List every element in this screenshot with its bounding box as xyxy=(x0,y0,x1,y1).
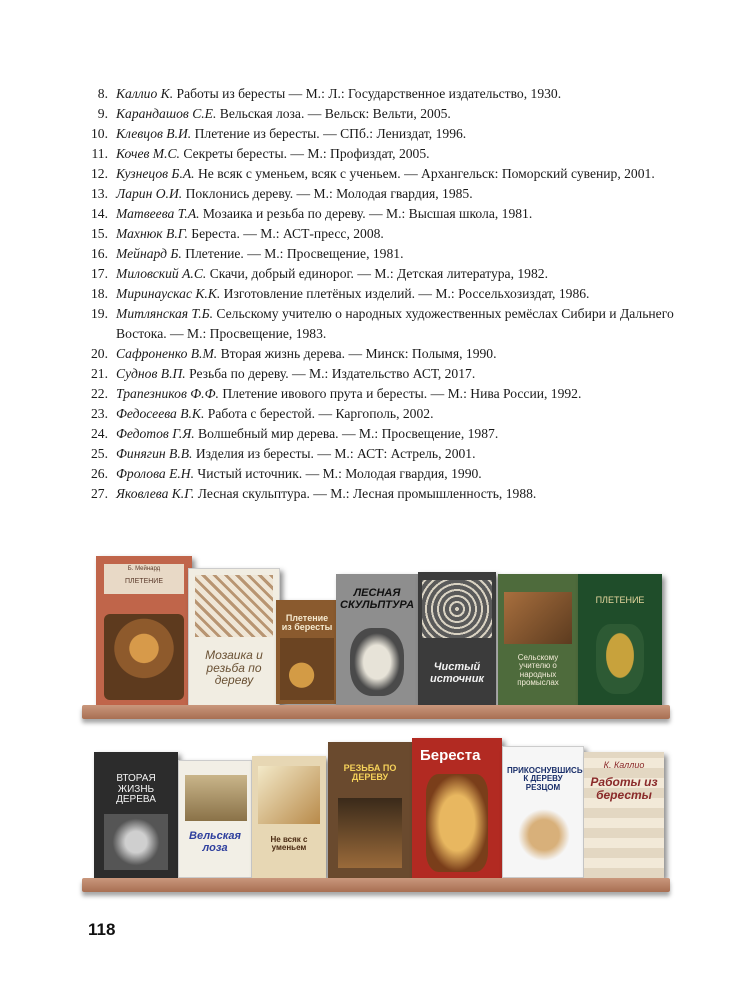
reference-item xyxy=(0,84,750,104)
reference-item xyxy=(0,404,750,424)
reference-item xyxy=(0,184,750,204)
reference-text: Плетение ивового прута и бересты. — М.: Нива России, 1992. xyxy=(218,386,582,401)
reference-list xyxy=(0,84,750,504)
reference-item xyxy=(0,204,750,224)
reference-number: 17. xyxy=(91,266,108,281)
book-title: Плетение из бересты xyxy=(281,613,333,633)
shelf-bottom xyxy=(82,878,670,892)
lace-pattern xyxy=(422,580,492,638)
book-cover-beresta xyxy=(412,738,502,878)
book-title: ПЛЕТЕНИЕ xyxy=(125,578,163,585)
pattern-illustration xyxy=(195,575,273,637)
reference-item xyxy=(0,164,750,184)
book-cover-velskaya-loza xyxy=(178,760,252,878)
book-title: Работы из бересты xyxy=(590,775,658,802)
reference-item xyxy=(0,124,750,144)
reference-number: 23. xyxy=(91,406,108,421)
book-title: Мозаика и резьба по дереву xyxy=(205,648,263,688)
reference-author: Финягин В.В. xyxy=(116,446,193,461)
reference-text: Скачи, добрый единорог. — М.: Детская литература, 1982. xyxy=(206,266,548,281)
reference-number: 11. xyxy=(91,146,108,161)
reference-author: Трапезников Ф.Ф. xyxy=(116,386,219,401)
reference-item xyxy=(0,384,750,404)
reference-number: 21. xyxy=(91,366,108,381)
bookshelf-illustration xyxy=(0,530,750,910)
book-cover-pletenie-iz-beresty xyxy=(276,600,338,704)
reference-item xyxy=(0,424,750,444)
reference-author: Карандашов С.Е. xyxy=(116,106,217,121)
reference-text: Плетение из бересты. — СПб.: Лениздат, 1996. xyxy=(191,126,467,141)
reference-author: Миловский А.С. xyxy=(116,266,207,281)
reference-item xyxy=(0,144,750,164)
reference-author: Федотов Г.Я. xyxy=(116,426,195,441)
reference-number: 15. xyxy=(91,226,108,241)
book-cover-mozaika xyxy=(188,568,280,706)
reference-text: Работы из бересты — М.: Л.: Государственное издательство, 1930. xyxy=(173,86,562,101)
reference-item xyxy=(0,344,750,364)
reference-text: Не всяк с уменьем, всяк с ученьем. — Архангельск: Поморский сувенир, 2001. xyxy=(194,166,655,181)
reference-text: Лесная скульптура. — М.: Лесная промышленность, 1988. xyxy=(194,486,537,501)
reference-text: Поклонись дереву. — М.: Молодая гвардия, 1985. xyxy=(182,186,473,201)
reference-text: Сельскому учителю о народных художественных ремёслах Сибири и Дальнего Востока. — М.: Просвещение, 1983. xyxy=(116,306,674,341)
reference-text: Волшебный мир дерева. — М.: Просвещение, 1987. xyxy=(194,426,499,441)
reference-author: Митлянская Т.Б. xyxy=(116,306,214,321)
reference-number: 26. xyxy=(91,466,108,481)
reference-number: 24. xyxy=(91,426,108,441)
reference-author: Мейнард Б. xyxy=(116,246,182,261)
reference-item xyxy=(0,304,750,344)
reference-author: Каллио К. xyxy=(116,86,174,101)
reference-author: Яковлева К.Г. xyxy=(116,486,195,501)
reference-number: 8. xyxy=(97,86,108,101)
reference-item xyxy=(0,104,750,124)
birch-bark-photo xyxy=(258,766,320,824)
reference-item xyxy=(0,484,750,504)
carved-figures-photo xyxy=(504,592,572,644)
book-title: РЕЗЬБА ПО ДЕРЕВУ xyxy=(343,763,397,783)
book-author: Б. Мейнард xyxy=(127,566,161,572)
book-cover-ne-vsyak xyxy=(252,756,326,878)
book-title: Не всяк с уменьем xyxy=(270,835,308,853)
reference-item xyxy=(0,464,750,484)
book-title: Чистый источник xyxy=(430,661,484,685)
reference-text: Секреты бересты. — М.: Профиздат, 2005. xyxy=(179,146,430,161)
book-title: Сельскому учителю о народных промыслах xyxy=(517,653,559,688)
book-cover-pletenie-green xyxy=(578,574,662,706)
reference-text: Изделия из бересты. — М.: АСТ: Астрель, 2001. xyxy=(192,446,476,461)
root-sculpture-photo xyxy=(350,628,404,696)
book-author: К. Каллио xyxy=(603,760,645,770)
reference-text: Береста. — М.: АСТ-пресс, 2008. xyxy=(187,226,384,241)
wicker-chairs-photo xyxy=(185,775,247,821)
reference-number: 18. xyxy=(91,286,108,301)
reference-item xyxy=(0,444,750,464)
book-cover-vtoraya-zhizn xyxy=(94,752,178,878)
birch-bark-box-photo xyxy=(426,774,488,872)
basket-illustration xyxy=(104,614,184,700)
reference-number: 19. xyxy=(91,306,108,321)
reference-item xyxy=(0,224,750,244)
reference-text: Чистый источник. — М.: Молодая гвардия, 1990. xyxy=(194,466,482,481)
reference-author: Махнюк В.Г. xyxy=(116,226,188,241)
reference-author: Миринаускас К.К. xyxy=(116,286,221,301)
reference-author: Федосеева В.К. xyxy=(116,406,205,421)
book-title: ВТОРАЯ ЖИЗНЬ ДЕРЕВА xyxy=(116,773,156,805)
reference-author: Клевцов В.И. xyxy=(116,126,192,141)
book-title: ЛЕСНАЯ СКУЛЬПТУРА xyxy=(340,587,415,611)
reference-author: Фролова Е.Н. xyxy=(116,466,194,481)
reference-author: Суднов В.П. xyxy=(116,366,186,381)
shelf-top xyxy=(82,705,670,719)
reference-author: Кузнецов Б.А. xyxy=(116,166,195,181)
reference-item xyxy=(0,284,750,304)
book-title: ПЛЕТЕНИЕ xyxy=(595,595,645,605)
carving-tools-photo xyxy=(338,798,402,868)
book-cover-prikosnuvshis xyxy=(502,746,584,878)
book-cover-lesnaya-skulptura xyxy=(336,574,418,706)
book-cover-chistyi-istochnik xyxy=(418,572,496,706)
reference-number: 13. xyxy=(91,186,108,201)
reference-number: 22. xyxy=(91,386,108,401)
carved-spoons-photo xyxy=(515,803,573,867)
reference-text: Плетение. — М.: Просвещение, 1981. xyxy=(181,246,404,261)
book-cover-rezba-po-derevu xyxy=(328,742,412,878)
vase-illustration xyxy=(596,624,644,694)
carving-photo xyxy=(104,814,168,870)
reference-author: Сафроненко В.М. xyxy=(116,346,218,361)
reference-item xyxy=(0,264,750,284)
reference-item xyxy=(0,364,750,384)
reference-number: 9. xyxy=(97,106,108,121)
reference-text: Вторая жизнь дерева. — Минск: Полымя, 1990. xyxy=(217,346,497,361)
reference-text: Вельская лоза. — Вельск: Вельти, 2005. xyxy=(216,106,451,121)
book-cover-pletenie-meinard xyxy=(96,556,192,706)
reference-text: Работа с берестой. — Каргополь, 2002. xyxy=(204,406,434,421)
book-title: Береста xyxy=(420,747,481,764)
book-title: ПРИКОСНУВШИСЬ К ДЕРЕВУ РЕЗЦОМ xyxy=(507,766,583,792)
reference-number: 16. xyxy=(91,246,108,261)
book-cover-selskomu-uchitelyu xyxy=(498,574,578,706)
reference-author: Ларин О.И. xyxy=(116,186,183,201)
reference-text: Изготовление плетёных изделий. — М.: Россельхозиздат, 1986. xyxy=(220,286,590,301)
reference-number: 14. xyxy=(91,206,108,221)
page-number: 118 xyxy=(88,920,116,939)
reference-author: Матвеева Т.А. xyxy=(116,206,200,221)
reference-author: Кочев М.С. xyxy=(116,146,180,161)
reference-text: Мозаика и резьба по дереву. — М.: Высшая школа, 1981. xyxy=(199,206,533,221)
book-title: Вельская лоза xyxy=(189,830,241,854)
reference-number: 20. xyxy=(91,346,108,361)
reference-number: 27. xyxy=(91,486,108,501)
reference-item xyxy=(0,244,750,264)
book-cover-raboty-iz-beresty xyxy=(584,752,664,878)
reference-text: Резьба по дереву. — М.: Издательство АСТ, 2017. xyxy=(185,366,476,381)
reference-number: 10. xyxy=(91,126,108,141)
reference-number: 12. xyxy=(91,166,108,181)
reference-number: 25. xyxy=(91,446,108,461)
